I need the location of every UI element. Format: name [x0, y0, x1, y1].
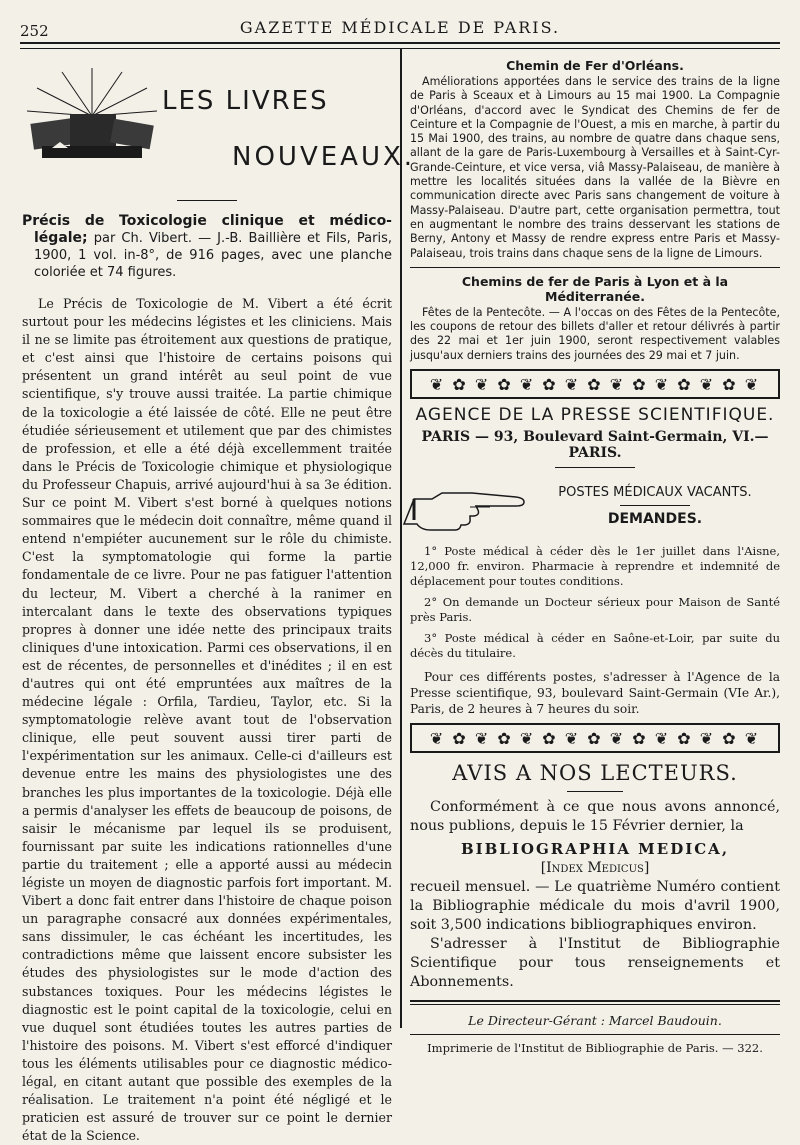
notice-title: AVIS A NOS LECTEURS.: [452, 761, 738, 786]
bibliographia-title: BIBLIOGRAPHIA MEDICA,: [460, 840, 730, 859]
agency-title: AGENCE DE LA PRESSE SCIENTIFIQUE.: [415, 405, 775, 426]
orleans-title: Chemin de Fer d'Orléans.: [506, 58, 684, 73]
posting-1: 1° Poste médical à céder dès le 1er juillet dans l'Aisne, 12,000 fr. environ. Pharmacie à reprendre et indemnité de déplacement pour toutes conditions.: [410, 544, 780, 589]
divider: [567, 791, 623, 792]
column-divider: [400, 48, 402, 1028]
vacancies-text: [530, 485, 780, 527]
vacancies-header: [410, 474, 780, 538]
banner-title-line2: NOUVEAUX.: [232, 142, 416, 172]
banner-title-line1: LES LIVRES: [162, 86, 329, 116]
book-review: Le Précis de Toxicologie de M. Vibert a été écrit surtout pour les médecins légistes et les cliniciens. Mais il ne se limite pas étroitement aux questions de pratique, et c'est ainsi que l'histoire de certains poisons qui présentent un grand intérêt au seul point de vue scientifique, s'y trouve aussi traitée. La partie chimique de la toxicologie a été laissée de côté. Elle ne peut être étudiée sérieusement et utilement que par des chimistes de profession, et elle a été déjà excellemment traitée dans le Précis de Toxicologie chimique et physiologique du Professeur Chapuis, arrivé aujourd'hui à sa 3e édition. Sur ce point M. Vibert s'est borné à quelques notions sommaires que le médecin doit connaître, même quand il entend n'empiéter aucunement sur le rôle du chimiste. C'est la symptomatologie qui forme la partie fondamentale de ce livre. Pour ne pas fatiguer l'attention du lecteur, M. Vibert a cherché à la ranimer en intercalant dans le texte des observations typiques propres à donner une idée nette des principaux traits cliniques d'une intoxication. Parmi ces observations, il en est de récentes, de personnelles et d'inédites ; il en est d'autres qui ont été empruntées aux maîtres de la médecine légale : Orfila, Tardieu, Taylor, etc. Si la symptomatologie relève avant tout de l'observation clinique, elle peut souvent aussi tirer parti de l'expérimentation sur les animaux. Celle-ci d'ailleurs est devenue entre les mains des physiologistes une des branches les plus importantes de la toxicologie. Déjà elle a permis d'analyser les effets de beaucoup de poisons, de saisir le mécanisme par lequel ils se produisent, fournissant par suite les indications rationnelles d'une partie du traitement ; elle a apporté aussi au médecin légiste un moyen de diagnostic parfois fort important. M. Vibert a donc fait entrer dans l'histoire de chaque poison un paragraphe consacré aux données expérimentales, sans dissimuler, le cas échéant les incertitudes, les contradictions même que laissent encore subsister les études des physiologistes sur le mode d'action des substances toxiques. Pour les médecins légistes le diagnostic est le point capital de la toxicologie, celui en vue duquel sont étudiées toutes les autres parties de l'histoire des poisons. M. Vibert s'est efforcé d'indiquer tous les éléments utilisables pour ce diagnostic médico-légal, en citant autant que possible des exemples de la réalisation. Le traitement n'a point été négligé et le praticien est assuré de trouver sur ce point le dernier état de la Science.: [22, 296, 392, 1144]
divider: [177, 200, 237, 201]
orleans-notice: Améliorations apportées dans le service des trains de la ligne de Paris à Sceaux et à Limours au 15 mai 1900. La Compagnie d'Orléans, d'accord avec le Syndicat des Chemins de fer de Ceinture et la Compagnie de l'Ouest, a mis en marche, à partir du 15 Mai 1900, des trains, au nombre de quatre dans chaque sens, allant de la gare de Paris-Luxembourg à Versailles et à Saint-Cyr-Grande-Ceinture, et vice versa, viâ Massy-Palaiseau, de manière à mettre les localités situées dans la vallée de la Bièvre en communication directe avec Paris sans changement de voiture à Massy-Palaiseau. D'autre part, cette organisation permettra, tout en augmentant le nombre des trains desservant les stations de Berny, Antony et Massy de rendre express entre Paris et Massy-Palaiseau, trois trains dans chaque sens de la ligne de Limours.: [410, 75, 780, 260]
agency-contact: Pour ces différents postes, s'adresser à l'Agence de la Presse scientifique, 93, boulevard Saint-Germain (VIe Ar.), Paris, de 2 heures à 7 heures du soir.: [410, 670, 780, 717]
printer-line: Imprimerie de l'Institut de Bibliographie de Paris. — 322.: [427, 1041, 763, 1056]
books-banner: [22, 56, 416, 196]
footer-rule: [410, 1000, 780, 1005]
floral-ornament-band: ❦ ✿ ❦ ✿ ❦ ✿ ❦ ✿ ❦ ✿ ❦ ✿ ❦ ✿ ❦: [410, 723, 780, 753]
page-header: [0, 12, 800, 42]
index-medicus: [Index Medicus]: [540, 860, 650, 877]
left-column: [22, 56, 416, 1144]
notice-body: recueil mensuel. — Le quatrième Numéro contient la Bibliographie médicale du mois d'avril 1900, soit 3,500 indications bibliographiques environ.: [410, 879, 780, 934]
divider: [620, 505, 690, 506]
agency-address: PARIS — 93, Boulevard Saint-Germain, VI.—PARIS.: [421, 429, 769, 462]
running-title: GAZETTE MÉDICALE DE PARIS.: [239, 18, 561, 37]
pointing-hand-icon: [410, 481, 530, 531]
posting-3: 3° Poste médical à céder en Saône-et-Loir, par suite du décès du titulaire.: [410, 631, 780, 661]
notice-contact: S'adresser à l'Institut de Bibliographie Scientifique pour tous renseignements et Abonnements.: [410, 936, 780, 991]
book-meta: par Ch. Vibert. — J.-B. Baillière et Fils, Paris, 1900, 1 vol. in-8°, de 916 pages, avec une planche coloriée et 74 figures.: [34, 231, 392, 280]
director-signature: Le Directeur-Gérant : Marcel Baudouin.: [468, 1013, 722, 1029]
notice-intro: Conformément à ce que nous avons annoncé, nous publions, depuis le 15 Février dernier, la: [410, 799, 780, 835]
floral-ornament-band: ❦ ✿ ❦ ✿ ❦ ✿ ❦ ✿ ❦ ✿ ❦ ✿ ❦ ✿ ❦: [410, 369, 780, 399]
divider: [410, 267, 780, 268]
divider: [555, 467, 635, 468]
posting-2: 2° On demande un Docteur sérieux pour Maison de Santé près Paris.: [410, 595, 780, 625]
page-number: 252: [20, 22, 49, 40]
book-title: Précis de Toxicologie clinique et médico-légale;: [22, 213, 392, 246]
vacancies-subtitle: DEMANDES.: [607, 511, 703, 528]
vacancies-title: POSTES MÉDICAUX VACANTS.: [558, 485, 752, 501]
plm-title: Chemins de fer de Paris à Lyon et à la Méditerranée.: [461, 273, 729, 304]
plm-notice: Fêtes de la Pentecôte. — A l'occas on des Fêtes de la Pentecôte, les coupons de retour des billets d'aller et retour délivrés à partir des 22 mai et 1er juin 1900, seront respectivement valables jusqu'aux derniers trains des journées des 29 mai et 7 juin.: [410, 305, 780, 362]
books-sunburst-engraving-icon: [22, 66, 162, 166]
right-column: [410, 56, 780, 1056]
book-entry: [22, 213, 392, 281]
divider: [410, 1034, 780, 1035]
